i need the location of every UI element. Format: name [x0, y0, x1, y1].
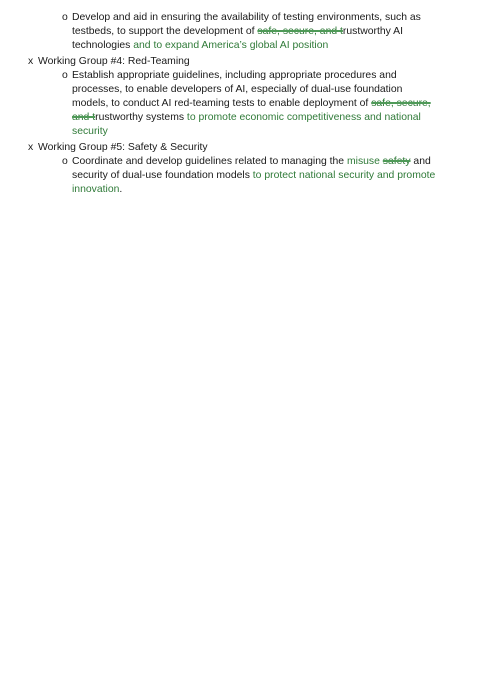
wg4-item-line-3: models, to conduct AI red-teaming tests to enable deployment of safe, secure, — [72, 98, 431, 109]
inserted-text: misuse — [346, 156, 383, 167]
wg4-item-line-2: processes, to enable developers of AI, especially of dual-use foundation — [72, 84, 403, 95]
inserted-text: innovation — [72, 184, 120, 195]
wg5-item-line-2: security of dual-use foundation models to protect national security and promote — [72, 170, 436, 181]
sub-bullet-marker: o — [62, 70, 68, 81]
wg5-item-line-3: innovation. — [72, 184, 123, 195]
wg4-item-line-1: o Establish appropriate guidelines, including appropriate procedures and — [62, 70, 397, 81]
wg4-heading: x Working Group #4: Red-Teaming — [28, 56, 190, 67]
deleted-text: safe, secure, — [371, 98, 431, 109]
wg3-item-line-2: testbeds, to support the development of safe, secure, and trustworthy AI — [72, 26, 403, 37]
wg3-item-line-1: o Develop and aid in ensuring the availability of testing environments, such as — [62, 12, 421, 23]
bullet-marker: x — [28, 56, 34, 67]
sub-bullet-marker: o — [62, 156, 68, 167]
deleted-text: safety — [382, 156, 411, 167]
wg5-heading: x Working Group #5: Safety & Security — [28, 142, 208, 153]
wg4-item-line-4: and trustworthy systems to promote economic competitiveness and national — [72, 112, 421, 123]
bullet-marker: x — [28, 142, 34, 153]
inserted-text: to protect national security and promote — [249, 170, 436, 181]
inserted-text: to promote economic competitiveness and national — [184, 112, 421, 123]
deleted-text: and t — [72, 112, 96, 123]
sub-bullet-marker: o — [62, 12, 68, 23]
deleted-text: safe, secure, and t — [257, 26, 343, 37]
inserted-text: security — [72, 126, 108, 137]
wg3-item-line-3: technologies and to expand America’s global AI position — [72, 40, 329, 51]
wg5-item-line-1: o Coordinate and develop guidelines related to managing the misuse safety and — [62, 156, 431, 167]
wg4-item-line-5 — [72, 125, 108, 138]
inserted-text: and to expand America’s global AI position — [130, 40, 329, 51]
